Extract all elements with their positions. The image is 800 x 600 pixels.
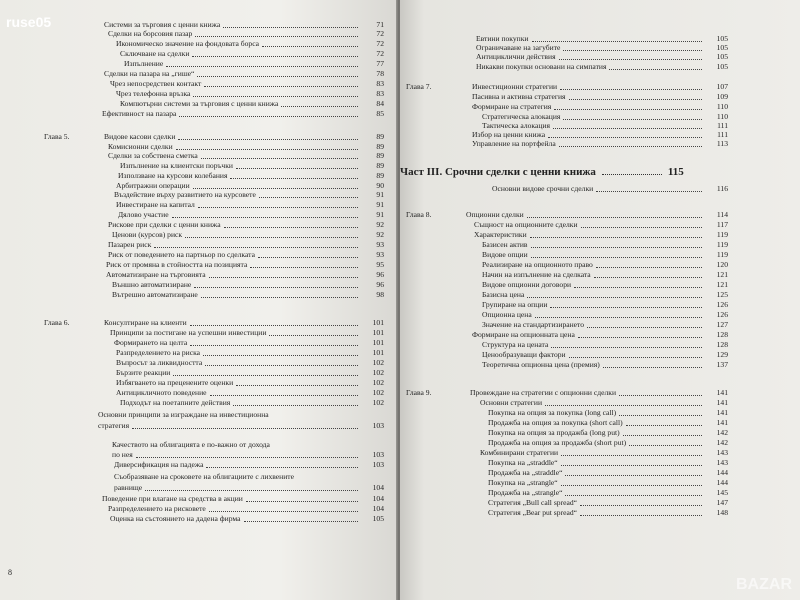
entry-page: 104 bbox=[372, 483, 384, 492]
toc-entry bbox=[44, 514, 384, 523]
page-number: 8 bbox=[8, 568, 12, 577]
entry-page: 126 bbox=[716, 310, 728, 319]
entry-page: 102 bbox=[372, 378, 384, 387]
entry-page: 101 bbox=[372, 318, 384, 327]
entry-page: 129 bbox=[716, 350, 728, 359]
dot-leader bbox=[262, 37, 358, 47]
dot-leader bbox=[531, 238, 702, 248]
toc-entry bbox=[44, 460, 384, 469]
dot-leader bbox=[578, 328, 702, 338]
entry-title: Основни видове срочни сделки bbox=[492, 184, 594, 193]
chapter-label: Глава 5. bbox=[44, 132, 70, 141]
entry-title: Основни стратегии bbox=[480, 398, 543, 407]
dot-leader bbox=[609, 60, 702, 70]
entry-page: 91 bbox=[376, 200, 384, 209]
entry-page: 119 bbox=[716, 230, 728, 239]
entry-page: 128 bbox=[716, 340, 728, 349]
dot-leader bbox=[554, 100, 702, 110]
dot-leader bbox=[193, 87, 358, 97]
entry-page: 71 bbox=[376, 20, 384, 29]
entry-title: по нея bbox=[112, 450, 133, 459]
entry-title: Провеждане на стратегии с опционни сделки bbox=[470, 388, 617, 397]
entry-title: Икономическо значение на фондовата борса bbox=[116, 39, 260, 48]
entry-page: 110 bbox=[716, 102, 728, 111]
entry-title: Чрез телефонна връзка bbox=[116, 89, 191, 98]
entry-page: 114 bbox=[716, 210, 728, 219]
entry-page: 89 bbox=[376, 132, 384, 141]
entry-page: 141 bbox=[716, 398, 728, 407]
entry-title: Същност на опционните сделки bbox=[474, 220, 578, 229]
dot-leader bbox=[201, 288, 358, 298]
dot-leader bbox=[559, 137, 702, 147]
left-page bbox=[0, 0, 398, 600]
dot-leader bbox=[201, 149, 358, 159]
entry-page: 93 bbox=[376, 240, 384, 249]
entry-title: Базисна цена bbox=[482, 290, 525, 299]
entry-page: 72 bbox=[376, 39, 384, 48]
entry-page: 83 bbox=[376, 79, 384, 88]
toc-entry bbox=[44, 398, 384, 407]
entry-page: 119 bbox=[716, 240, 728, 249]
dot-leader bbox=[619, 386, 702, 396]
entry-title: Комисионни сделки bbox=[108, 142, 173, 151]
entry-title: Въздействие върху развитието на курсовете bbox=[114, 190, 256, 199]
entry-page: 72 bbox=[376, 49, 384, 58]
entry-page: 101 bbox=[372, 328, 384, 337]
entry-page: 119 bbox=[716, 250, 728, 259]
dot-leader bbox=[581, 218, 702, 228]
entry-page: 141 bbox=[716, 408, 728, 417]
entry-title: Диверсификация на падежа bbox=[114, 460, 204, 469]
dot-leader bbox=[569, 90, 702, 100]
entry-title: Теоретична опционна цена (премия) bbox=[482, 360, 600, 369]
entry-title: Консултиране на клиенти bbox=[104, 318, 187, 327]
dot-leader bbox=[205, 356, 358, 366]
dot-leader bbox=[551, 338, 702, 348]
entry-title: Подходът на поетапните действия bbox=[120, 398, 231, 407]
chapter-label: Глава 8. bbox=[406, 210, 432, 219]
entry-title: Избор на ценни книжа bbox=[472, 130, 546, 139]
dot-leader bbox=[192, 47, 358, 57]
toc-entry bbox=[406, 139, 728, 148]
entry-title: Избягването на преценените оценки bbox=[116, 378, 234, 387]
entry-title: Риск от поведението на партньор по сделката bbox=[108, 250, 255, 259]
entry-page: 78 bbox=[376, 69, 384, 78]
entry-page: 92 bbox=[376, 230, 384, 239]
entry-page: 89 bbox=[376, 161, 384, 170]
dot-leader bbox=[154, 238, 358, 248]
entry-title: Сделки на пазара на „гише“ bbox=[104, 69, 195, 78]
dot-leader bbox=[269, 326, 358, 336]
entry-title: Реализиране на опционното право bbox=[482, 260, 593, 269]
dot-leader bbox=[623, 426, 702, 436]
dot-leader bbox=[172, 208, 358, 218]
entry-title: Покупка на опция за покупка (long call) bbox=[488, 408, 617, 417]
dot-leader bbox=[535, 308, 702, 318]
entry-title: Арбитражни операции bbox=[116, 181, 190, 190]
entry-title: Значение на стандартизирането bbox=[482, 320, 585, 329]
dot-leader bbox=[209, 502, 358, 512]
entry-page: 72 bbox=[376, 29, 384, 38]
entry-title: равнище bbox=[114, 483, 143, 492]
entry-title: Сделки за собствена сметка bbox=[108, 151, 198, 160]
entry-title: Опционни сделки bbox=[466, 210, 524, 219]
entry-page: 91 bbox=[376, 210, 384, 219]
entry-page: 89 bbox=[376, 151, 384, 160]
entry-page: 145 bbox=[716, 488, 728, 497]
entry-title: Продажба на „strangle“ bbox=[488, 488, 563, 497]
entry-title: Основни принципи за изграждане на инвестиционна bbox=[98, 410, 269, 419]
entry-title: Автоматизиране на търговията bbox=[106, 270, 206, 279]
dot-leader bbox=[629, 436, 702, 446]
entry-page: 91 bbox=[376, 190, 384, 199]
entry-page: 95 bbox=[376, 260, 384, 269]
entry-title: Продажба на „straddle“ bbox=[488, 468, 563, 477]
watermark-logo: BAZAR bbox=[736, 576, 792, 593]
entry-title: Ограничаване на загубите bbox=[476, 43, 561, 52]
dot-leader bbox=[145, 481, 358, 491]
entry-title: Изпълнение на клиентски поръчки bbox=[120, 161, 233, 170]
entry-title: Комбинирани стратегии bbox=[480, 448, 559, 457]
entry-title: Разпределението на рисковете bbox=[108, 504, 206, 513]
entry-page: 127 bbox=[716, 320, 728, 329]
entry-page: 92 bbox=[376, 220, 384, 229]
entry-page: 96 bbox=[376, 280, 384, 289]
entry-title: Вътрешно автоматизиране bbox=[112, 290, 198, 299]
toc-entry bbox=[406, 508, 728, 517]
entry-title: Евтини покупки bbox=[476, 34, 529, 43]
entry-title: Инвестиционни стратегии bbox=[472, 82, 558, 91]
dot-leader bbox=[233, 396, 358, 406]
dot-leader bbox=[236, 376, 358, 386]
dot-leader bbox=[596, 182, 702, 192]
entry-page: 120 bbox=[716, 260, 728, 269]
entry-page: 103 bbox=[372, 460, 384, 469]
dot-leader bbox=[185, 228, 358, 238]
dot-leader bbox=[209, 268, 358, 278]
entry-title: Покупка на „strangle“ bbox=[488, 478, 558, 487]
dot-leader bbox=[258, 248, 358, 258]
entry-title: Чрез непосредствен контакт bbox=[110, 79, 202, 88]
dot-leader bbox=[580, 506, 702, 516]
entry-title: Принципи за постигане на успешни инвестиции bbox=[110, 328, 267, 337]
dot-leader bbox=[190, 336, 358, 346]
entry-page: 148 bbox=[716, 508, 728, 517]
dot-leader bbox=[560, 80, 702, 90]
dot-leader bbox=[619, 406, 702, 416]
dot-leader bbox=[550, 298, 702, 308]
entry-page: 126 bbox=[716, 300, 728, 309]
entry-page: 144 bbox=[716, 478, 728, 487]
entry-title: Антицикличното поведение bbox=[116, 388, 207, 397]
entry-title: Покупка на опция за продажба (long put) bbox=[488, 428, 620, 437]
entry-title: Дялово участие bbox=[118, 210, 169, 219]
entry-title: Управление на портфейла bbox=[472, 139, 556, 148]
entry-page: 147 bbox=[716, 498, 728, 507]
dot-leader bbox=[565, 466, 702, 476]
dot-leader bbox=[531, 248, 702, 258]
dot-leader bbox=[206, 458, 358, 468]
entry-page: 105 bbox=[716, 62, 728, 71]
entry-page: 101 bbox=[372, 338, 384, 347]
dot-leader bbox=[596, 258, 702, 268]
toc-entry bbox=[44, 109, 384, 118]
dot-leader bbox=[565, 486, 702, 496]
dot-leader bbox=[561, 456, 702, 466]
dot-leader bbox=[198, 198, 358, 208]
entry-title: Стратегия „Bull call spread“ bbox=[488, 498, 578, 507]
entry-title: Сключване на сделки bbox=[120, 49, 190, 58]
entry-title: Рискове при сделки с ценни книжа bbox=[108, 220, 221, 229]
dot-leader bbox=[246, 492, 358, 502]
dot-leader bbox=[527, 208, 702, 218]
entry-title: Инвестиране на капитал bbox=[116, 200, 195, 209]
toc-entry bbox=[44, 483, 384, 492]
entry-title: стратегия bbox=[98, 421, 130, 430]
entry-title: Базисен актив bbox=[482, 240, 528, 249]
dot-leader bbox=[195, 27, 358, 37]
entry-page: 105 bbox=[716, 43, 728, 52]
entry-title: Сделки на борсовия пазар bbox=[108, 29, 193, 38]
entry-title: Видове опционни договори bbox=[482, 280, 572, 289]
entry-page: 142 bbox=[716, 438, 728, 447]
toc-entry bbox=[44, 410, 384, 419]
entry-title: Видове опции bbox=[482, 250, 528, 259]
entry-title: Начин на изпълнение на сделката bbox=[482, 270, 591, 279]
entry-title: Качеството на облигацията е по-важно от дохода bbox=[112, 440, 270, 449]
entry-page: 143 bbox=[716, 448, 728, 457]
entry-page: 110 bbox=[716, 112, 728, 121]
entry-page: 117 bbox=[716, 220, 728, 229]
dot-leader bbox=[569, 348, 702, 358]
entry-page: 102 bbox=[372, 388, 384, 397]
chapter-label: Глава 9. bbox=[406, 388, 432, 397]
dot-leader bbox=[527, 288, 702, 298]
entry-title: Характеристики bbox=[474, 230, 527, 239]
entry-page: 107 bbox=[716, 82, 728, 91]
entry-page: 103 bbox=[372, 450, 384, 459]
entry-page: 143 bbox=[716, 458, 728, 467]
dot-leader bbox=[561, 446, 702, 456]
entry-title: Стратегическа алокация bbox=[482, 112, 561, 121]
chapter-label: Глава 6. bbox=[44, 318, 70, 327]
entry-title: Външно автоматизиране bbox=[112, 280, 192, 289]
right-page bbox=[400, 0, 800, 600]
entry-page: 116 bbox=[716, 184, 728, 193]
dot-leader bbox=[203, 346, 358, 356]
entry-page: 84 bbox=[376, 99, 384, 108]
entry-title: Ценообразуващи фактори bbox=[482, 350, 566, 359]
entry-page: 104 bbox=[372, 494, 384, 503]
chapter-label: Глава 7. bbox=[406, 82, 432, 91]
entry-title: Тактическа алокация bbox=[482, 121, 550, 130]
entry-page: 121 bbox=[716, 280, 728, 289]
entry-title: Използване на курсови колебания bbox=[118, 171, 228, 180]
dot-leader bbox=[173, 366, 358, 376]
entry-page: 102 bbox=[372, 398, 384, 407]
dot-leader bbox=[530, 228, 702, 238]
entry-page: 141 bbox=[716, 388, 728, 397]
entry-page: 105 bbox=[716, 34, 728, 43]
dot-leader bbox=[224, 218, 358, 228]
entry-title: Изпълнение bbox=[124, 59, 164, 68]
toc-entry bbox=[406, 184, 728, 193]
entry-title: Пасивна и активна стратегия bbox=[472, 92, 566, 101]
dot-leader bbox=[574, 278, 702, 288]
entry-title: Пазарен риск bbox=[108, 240, 152, 249]
dot-leader bbox=[132, 419, 358, 429]
entry-title: Опционна цена bbox=[482, 310, 532, 319]
toc-entry bbox=[44, 472, 384, 481]
entry-title: Никакви покупки основани на симпатия bbox=[476, 62, 607, 71]
entry-page: 111 bbox=[717, 130, 728, 139]
entry-title: Съобразяване на сроковете на облигациите с лихвените bbox=[114, 472, 294, 481]
entry-title: Продажба на опция за покупка (short call) bbox=[488, 418, 623, 427]
dot-leader bbox=[190, 316, 358, 326]
dot-leader bbox=[281, 97, 358, 107]
entry-page: 93 bbox=[376, 250, 384, 259]
dot-leader bbox=[603, 358, 702, 368]
entry-title: Продажба на опция за продажба (short put) bbox=[488, 438, 627, 447]
entry-page: 125 bbox=[716, 290, 728, 299]
entry-title: Формиране на опционната цена bbox=[472, 330, 575, 339]
entry-title: Компютърни системи за търговия с ценни книжа bbox=[120, 99, 279, 108]
part-heading bbox=[400, 166, 684, 178]
dot-leader bbox=[236, 159, 358, 169]
entry-page: 144 bbox=[716, 468, 728, 477]
dot-leader bbox=[204, 77, 358, 87]
toc-entry bbox=[44, 290, 384, 299]
dot-leader bbox=[545, 396, 702, 406]
brand-logo: ruse05 bbox=[6, 14, 52, 30]
entry-title: Поведение при влагане на средства в акции bbox=[102, 494, 243, 503]
entry-page: 85 bbox=[376, 109, 384, 118]
dot-leader bbox=[250, 258, 358, 268]
dot-leader bbox=[559, 50, 702, 60]
entry-title: Стратегия „Bear put spread“ bbox=[488, 508, 578, 517]
entry-page: 102 bbox=[372, 368, 384, 377]
dot-leader bbox=[178, 130, 358, 140]
entry-page: 96 bbox=[376, 270, 384, 279]
dot-leader bbox=[194, 278, 358, 288]
dot-leader bbox=[166, 57, 358, 67]
entry-title: Ценови (курсов) риск bbox=[112, 230, 183, 239]
entry-title: Формирането на целта bbox=[114, 338, 188, 347]
entry-page: 103 bbox=[372, 421, 384, 430]
entry-page: 137 bbox=[716, 360, 728, 369]
dot-leader bbox=[259, 188, 358, 198]
toc-entry bbox=[406, 62, 728, 71]
dot-leader bbox=[136, 448, 358, 458]
entry-page: 109 bbox=[716, 92, 728, 101]
entry-title: Ефективност на пазара bbox=[102, 109, 177, 118]
entry-title: Групиране на опции bbox=[482, 300, 548, 309]
entry-page: 83 bbox=[376, 89, 384, 98]
part-page: 115 bbox=[667, 166, 684, 178]
entry-title: Системи за търговия с ценни книжа bbox=[104, 20, 221, 29]
dot-leader bbox=[244, 512, 358, 522]
entry-page: 98 bbox=[376, 290, 384, 299]
entry-title: Риск от промяна в стойността на позицията bbox=[106, 260, 248, 269]
part-title: Част III. Срочни сделки с ценни книжа bbox=[400, 166, 596, 178]
entry-title: Антициклични действия bbox=[476, 52, 556, 61]
entry-page: 113 bbox=[716, 139, 728, 148]
dot-leader bbox=[210, 386, 358, 396]
entry-page: 89 bbox=[376, 171, 384, 180]
dot-leader bbox=[230, 169, 358, 179]
entry-page: 101 bbox=[372, 348, 384, 357]
entry-page: 105 bbox=[372, 514, 384, 523]
dot-leader bbox=[580, 496, 702, 506]
entry-page: 142 bbox=[716, 428, 728, 437]
entry-page: 89 bbox=[376, 142, 384, 151]
toc-entry bbox=[44, 421, 384, 430]
dot-leader bbox=[179, 107, 358, 117]
entry-page: 121 bbox=[716, 270, 728, 279]
entry-page: 141 bbox=[716, 418, 728, 427]
dot-leader bbox=[587, 318, 702, 328]
toc-entry bbox=[406, 360, 728, 369]
entry-title: Разпределението на риска bbox=[116, 348, 201, 357]
dot-leader bbox=[197, 67, 358, 77]
entry-page: 77 bbox=[376, 59, 384, 68]
entry-page: 90 bbox=[376, 181, 384, 190]
entry-title: Бързите реакции bbox=[116, 368, 171, 377]
part-leader bbox=[602, 174, 662, 175]
dot-leader bbox=[626, 416, 702, 426]
entry-title: Видове касови сделки bbox=[104, 132, 176, 141]
entry-title: Покупка на „straddle“ bbox=[488, 458, 558, 467]
entry-title: Структура на цената bbox=[482, 340, 549, 349]
entry-title: Въпросът за ликвидността bbox=[116, 358, 203, 367]
entry-page: 102 bbox=[372, 358, 384, 367]
entry-page: 105 bbox=[716, 52, 728, 61]
entry-page: 128 bbox=[716, 330, 728, 339]
entry-page: 111 bbox=[717, 121, 728, 130]
entry-page: 104 bbox=[372, 504, 384, 513]
dot-leader bbox=[594, 268, 702, 278]
entry-title: Оценка на състоянието на дадена фирма bbox=[110, 514, 241, 523]
entry-title: Формиране на стратегия bbox=[472, 102, 552, 111]
dot-leader bbox=[561, 476, 702, 486]
